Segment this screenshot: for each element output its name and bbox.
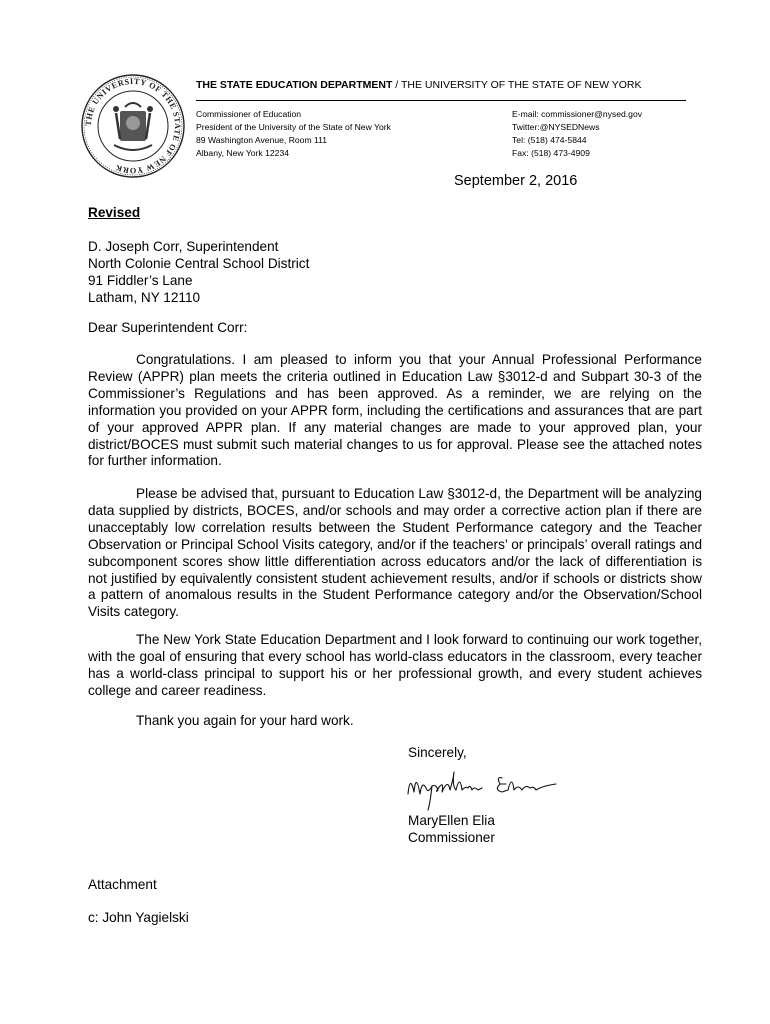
- letterhead-office-info: [196, 108, 391, 160]
- contact-tel: Tel: (518) 474-5844: [512, 135, 587, 145]
- revised-label: Revised: [88, 205, 141, 220]
- letterhead-title-bold: THE STATE EDUCATION DEPARTMENT: [196, 79, 393, 91]
- office-title: Commissioner of Education: [196, 109, 302, 119]
- handwritten-signature: [404, 764, 564, 814]
- recipient-city: Latham, NY 12110: [88, 290, 201, 305]
- body-paragraph-approval: Congratulations. I am pleased to inform you that your Annual Professional Performance Review (APPR) plan meets the criteria outlined in Education Law §3012-d and Subpart 30-3 of the Commissioner’s Regulations and has been approved. As a reminder, we are relying on the information you provided on your APPR form, including the certifications and assurances that are part of your approved APPR plan. If any material changes are made to your approved plan, your district/BOCES must submit such material changes to us for approval. Please see the attached notes for further information.: [88, 352, 702, 469]
- closing: Sincerely,: [408, 745, 467, 760]
- recipient-address: [88, 238, 309, 306]
- thanks-line: Thank you again for your hard work.: [136, 713, 354, 728]
- body-paragraph-goals: The New York State Education Department and I look forward to continuing our work together, with the goal of ensuring that every school has world-class educators in the classroom, every teacher has a world-class principal to support his or her professional growth, and every student achieves college and career readiness.: [88, 632, 702, 698]
- contact-email: E-mail: commissioner@nysed.gov: [512, 109, 643, 119]
- cc-line: c: John Yagielski: [88, 910, 189, 925]
- letter-date: September 2, 2016: [454, 173, 578, 189]
- recipient-name: D. Joseph Corr, Superintendent: [88, 239, 279, 254]
- attachment-note: Attachment: [88, 877, 157, 892]
- letterhead-title: [196, 79, 642, 91]
- seal-ring-text: THE UNIVERSITY OF THE STATE OF NEW YORK: [83, 76, 183, 176]
- signer-name: MaryEllen Elia: [408, 813, 495, 828]
- body-paragraph-advisory: Please be advised that, pursuant to Education Law §3012-d, the Department will be analyzing data supplied by districts, BOCES, and/or schools and may order a corrective action plan if there are unacceptably low correlation results between the Student Performance category and the Teacher Observation or Principal School Visits category, and/or if the teachers’ or principals’ overall ratings and subcomponent scores show little differentiation across educators and/or the lack of differentiation is not justified by equivalently consistent student achievement results, and/or if schools or districts show a pattern of anomalous results in the Student Performance category and/or the Observation/School Visits category.: [88, 486, 702, 620]
- contact-twitter: Twitter:@NYSEDNews: [512, 122, 600, 132]
- office-city: Albany, New York 12234: [196, 148, 290, 158]
- recipient-street: 91 Fiddler’s Lane: [88, 273, 193, 288]
- letterhead-title-rest: / THE UNIVERSITY OF THE STATE OF NEW YORK: [392, 79, 642, 91]
- salutation: Dear Superintendent Corr:: [88, 320, 248, 335]
- signer-block: [408, 812, 495, 846]
- signer-title: Commissioner: [408, 830, 495, 845]
- recipient-district: North Colonie Central School District: [88, 256, 310, 271]
- letterhead-contact-info: [512, 108, 642, 160]
- letterhead-rule: [196, 100, 686, 101]
- contact-fax: Fax: (518) 473-4909: [512, 148, 590, 158]
- state-seal-icon: [80, 73, 186, 179]
- office-title-2: President of the University of the State of New York: [196, 122, 391, 132]
- office-street: 89 Washington Avenue, Room 111: [196, 135, 328, 145]
